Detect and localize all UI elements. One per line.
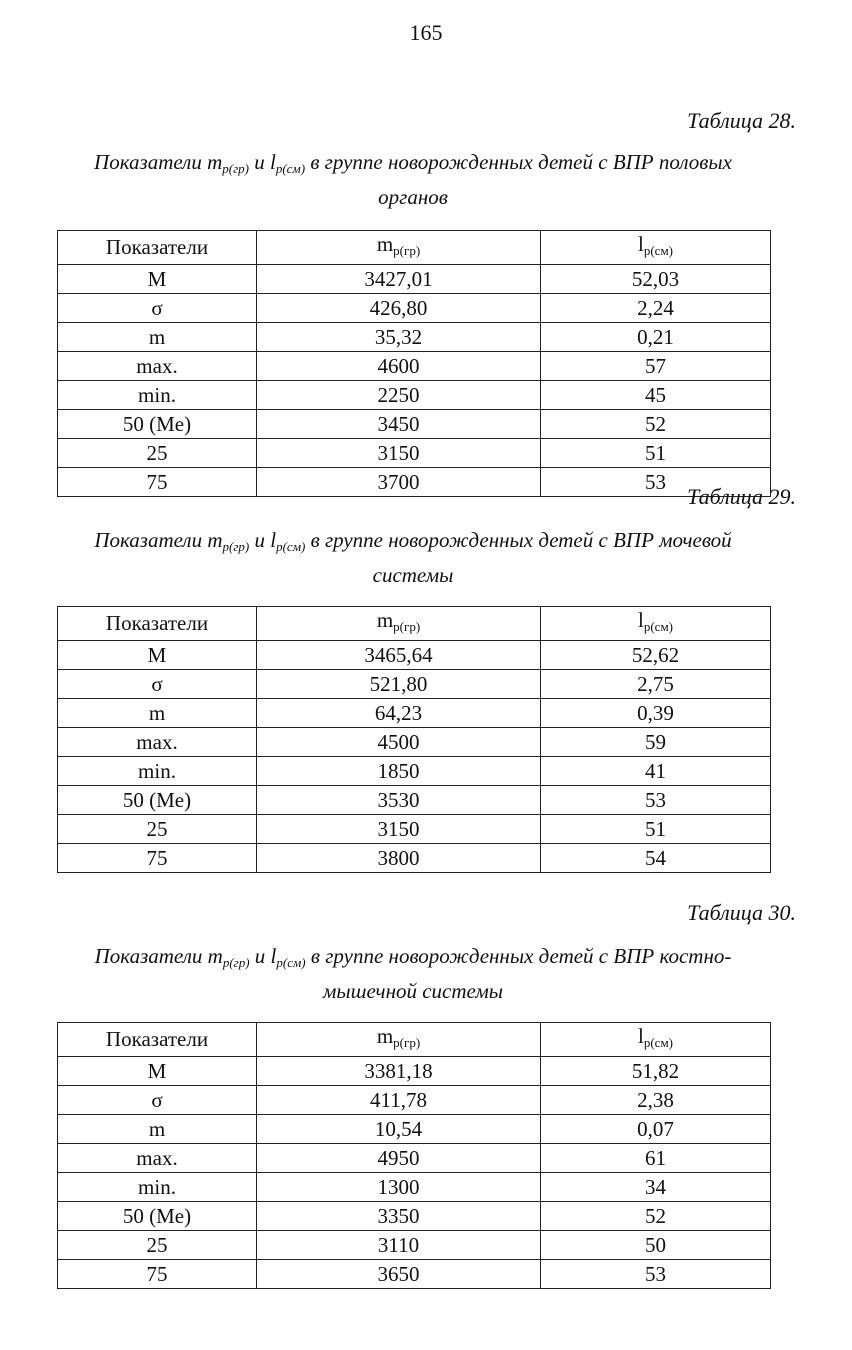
mass-value-cell: 426,80 bbox=[257, 294, 541, 323]
row-label-cell: max. bbox=[58, 1144, 257, 1173]
row-label-cell: m bbox=[58, 1115, 257, 1144]
length-value-cell: 57 bbox=[541, 352, 771, 381]
table-caption bbox=[56, 148, 770, 211]
row-label-cell: min. bbox=[58, 757, 257, 786]
length-value-cell: 53 bbox=[541, 468, 771, 497]
header-cell-mass: $m_{р(гр)}$ bbox=[257, 607, 541, 641]
mass-value-cell: 4500 bbox=[257, 728, 541, 757]
table-row bbox=[58, 757, 771, 786]
length-value-cell: 2,24 bbox=[541, 294, 771, 323]
table-row bbox=[58, 410, 771, 439]
mass-value-cell: 4950 bbox=[257, 1144, 541, 1173]
mass-value-cell: 3800 bbox=[257, 844, 541, 873]
length-value-cell: 2,75 bbox=[541, 670, 771, 699]
header-cell-length: $l_{р(см)}$ bbox=[541, 1023, 771, 1057]
length-value-cell: 34 bbox=[541, 1173, 771, 1202]
table-row bbox=[58, 1202, 771, 1231]
length-value-cell: 45 bbox=[541, 381, 771, 410]
mass-value-cell: 35,32 bbox=[257, 323, 541, 352]
mass-value-cell: 1300 bbox=[257, 1173, 541, 1202]
length-value-cell: 53 bbox=[541, 786, 771, 815]
row-label-cell: M bbox=[58, 265, 257, 294]
table-row bbox=[58, 1173, 771, 1202]
mass-value-cell: 1850 bbox=[257, 757, 541, 786]
length-value-cell: 51,82 bbox=[541, 1057, 771, 1086]
mass-value-cell: 521,80 bbox=[257, 670, 541, 699]
row-label-cell: 25 bbox=[58, 1231, 257, 1260]
table-row bbox=[58, 265, 771, 294]
header-cell-indicator: Показатели bbox=[58, 607, 257, 641]
header-cell-length: $l_{р(см)}$ bbox=[541, 607, 771, 641]
mass-value-cell: 411,78 bbox=[257, 1086, 541, 1115]
table-row bbox=[58, 670, 771, 699]
table-row bbox=[58, 786, 771, 815]
table-caption bbox=[56, 526, 770, 589]
header-cell-indicator: Показатели bbox=[58, 1023, 257, 1057]
mass-value-cell: 64,23 bbox=[257, 699, 541, 728]
caption-line-1: Показатели $m_{р(гр)}$ и $l_{р(см)}$ в группе новорожденных детей с ВПР мочевой bbox=[94, 528, 732, 554]
row-label-cell: σ bbox=[58, 1086, 257, 1115]
header-cell-indicator: Показатели bbox=[58, 231, 257, 265]
table-row bbox=[58, 294, 771, 323]
table-label: Таблица 28. bbox=[687, 108, 796, 133]
mass-value-cell: 4600 bbox=[257, 352, 541, 381]
row-label-cell: max. bbox=[58, 728, 257, 757]
data-table bbox=[57, 606, 771, 873]
mass-value-cell: 3427,01 bbox=[257, 265, 541, 294]
length-value-cell: 59 bbox=[541, 728, 771, 757]
mass-value-cell: 3381,18 bbox=[257, 1057, 541, 1086]
length-value-cell: 52,03 bbox=[541, 265, 771, 294]
table-row bbox=[58, 439, 771, 468]
row-label-cell: M bbox=[58, 641, 257, 670]
table-row bbox=[58, 699, 771, 728]
table-row bbox=[58, 1231, 771, 1260]
table-row bbox=[58, 1115, 771, 1144]
mass-value-cell: 3450 bbox=[257, 410, 541, 439]
table-row bbox=[58, 815, 771, 844]
row-label-cell: m bbox=[58, 323, 257, 352]
table-header-row bbox=[58, 231, 771, 265]
row-label-cell: 75 bbox=[58, 844, 257, 873]
length-value-cell: 0,39 bbox=[541, 699, 771, 728]
mass-value-cell: 3530 bbox=[257, 786, 541, 815]
table-row bbox=[58, 381, 771, 410]
length-value-cell: 52 bbox=[541, 410, 771, 439]
table-row bbox=[58, 1057, 771, 1086]
data-table bbox=[57, 230, 771, 497]
data-table bbox=[57, 1022, 771, 1289]
table-row bbox=[58, 728, 771, 757]
table-row bbox=[58, 1144, 771, 1173]
header-cell-length: $l_{р(см)}$ bbox=[541, 231, 771, 265]
caption-line-1: Показатели $m_{р(гр)}$ и $l_{р(см)}$ в группе новорожденных детей с ВПР костно- bbox=[94, 944, 732, 970]
length-value-cell: 51 bbox=[541, 815, 771, 844]
caption-line-2: органов bbox=[378, 185, 448, 209]
length-value-cell: 50 bbox=[541, 1231, 771, 1260]
mass-value-cell: 3650 bbox=[257, 1260, 541, 1289]
length-value-cell: 53 bbox=[541, 1260, 771, 1289]
row-label-cell: 50 (Me) bbox=[58, 1202, 257, 1231]
mass-value-cell: 2250 bbox=[257, 381, 541, 410]
length-value-cell: 0,21 bbox=[541, 323, 771, 352]
row-label-cell: 75 bbox=[58, 1260, 257, 1289]
row-label-cell: max. bbox=[58, 352, 257, 381]
row-label-cell: 75 bbox=[58, 468, 257, 497]
mass-value-cell: 3110 bbox=[257, 1231, 541, 1260]
length-value-cell: 41 bbox=[541, 757, 771, 786]
row-label-cell: σ bbox=[58, 670, 257, 699]
length-value-cell: 0,07 bbox=[541, 1115, 771, 1144]
mass-value-cell: 3350 bbox=[257, 1202, 541, 1231]
length-value-cell: 54 bbox=[541, 844, 771, 873]
table-row bbox=[58, 323, 771, 352]
row-label-cell: 25 bbox=[58, 815, 257, 844]
mass-value-cell: 3150 bbox=[257, 439, 541, 468]
row-label-cell: 25 bbox=[58, 439, 257, 468]
table-row bbox=[58, 1260, 771, 1289]
row-label-cell: min. bbox=[58, 381, 257, 410]
table-header-row bbox=[58, 607, 771, 641]
table-row bbox=[58, 352, 771, 381]
mass-value-cell: 3700 bbox=[257, 468, 541, 497]
table-row bbox=[58, 844, 771, 873]
table-label: Таблица 30. bbox=[687, 900, 796, 925]
row-label-cell: min. bbox=[58, 1173, 257, 1202]
page-number: 165 bbox=[409, 20, 443, 45]
table-label: Таблица 29. bbox=[687, 484, 796, 509]
length-value-cell: 51 bbox=[541, 439, 771, 468]
length-value-cell: 61 bbox=[541, 1144, 771, 1173]
length-value-cell: 52,62 bbox=[541, 641, 771, 670]
mass-value-cell: 3465,64 bbox=[257, 641, 541, 670]
row-label-cell: σ bbox=[58, 294, 257, 323]
length-value-cell: 52 bbox=[541, 1202, 771, 1231]
header-cell-mass: $m_{р(гр)}$ bbox=[257, 231, 541, 265]
mass-value-cell: 3150 bbox=[257, 815, 541, 844]
row-label-cell: 50 (Me) bbox=[58, 410, 257, 439]
caption-line-2: мышечной системы bbox=[323, 979, 503, 1003]
table-row bbox=[58, 468, 771, 497]
row-label-cell: m bbox=[58, 699, 257, 728]
row-label-cell: 50 (Me) bbox=[58, 786, 257, 815]
table-row bbox=[58, 1086, 771, 1115]
table-header-row bbox=[58, 1023, 771, 1057]
table-row bbox=[58, 641, 771, 670]
row-label-cell: M bbox=[58, 1057, 257, 1086]
header-cell-mass: $m_{р(гр)}$ bbox=[257, 1023, 541, 1057]
mass-value-cell: 10,54 bbox=[257, 1115, 541, 1144]
caption-line-2: системы bbox=[372, 563, 454, 587]
caption-line-1: Показатели $m_{р(гр)}$ и $l_{р(см)}$ в группе новорожденных детей с ВПР половых bbox=[94, 150, 732, 176]
length-value-cell: 2,38 bbox=[541, 1086, 771, 1115]
table-caption bbox=[56, 942, 770, 1005]
